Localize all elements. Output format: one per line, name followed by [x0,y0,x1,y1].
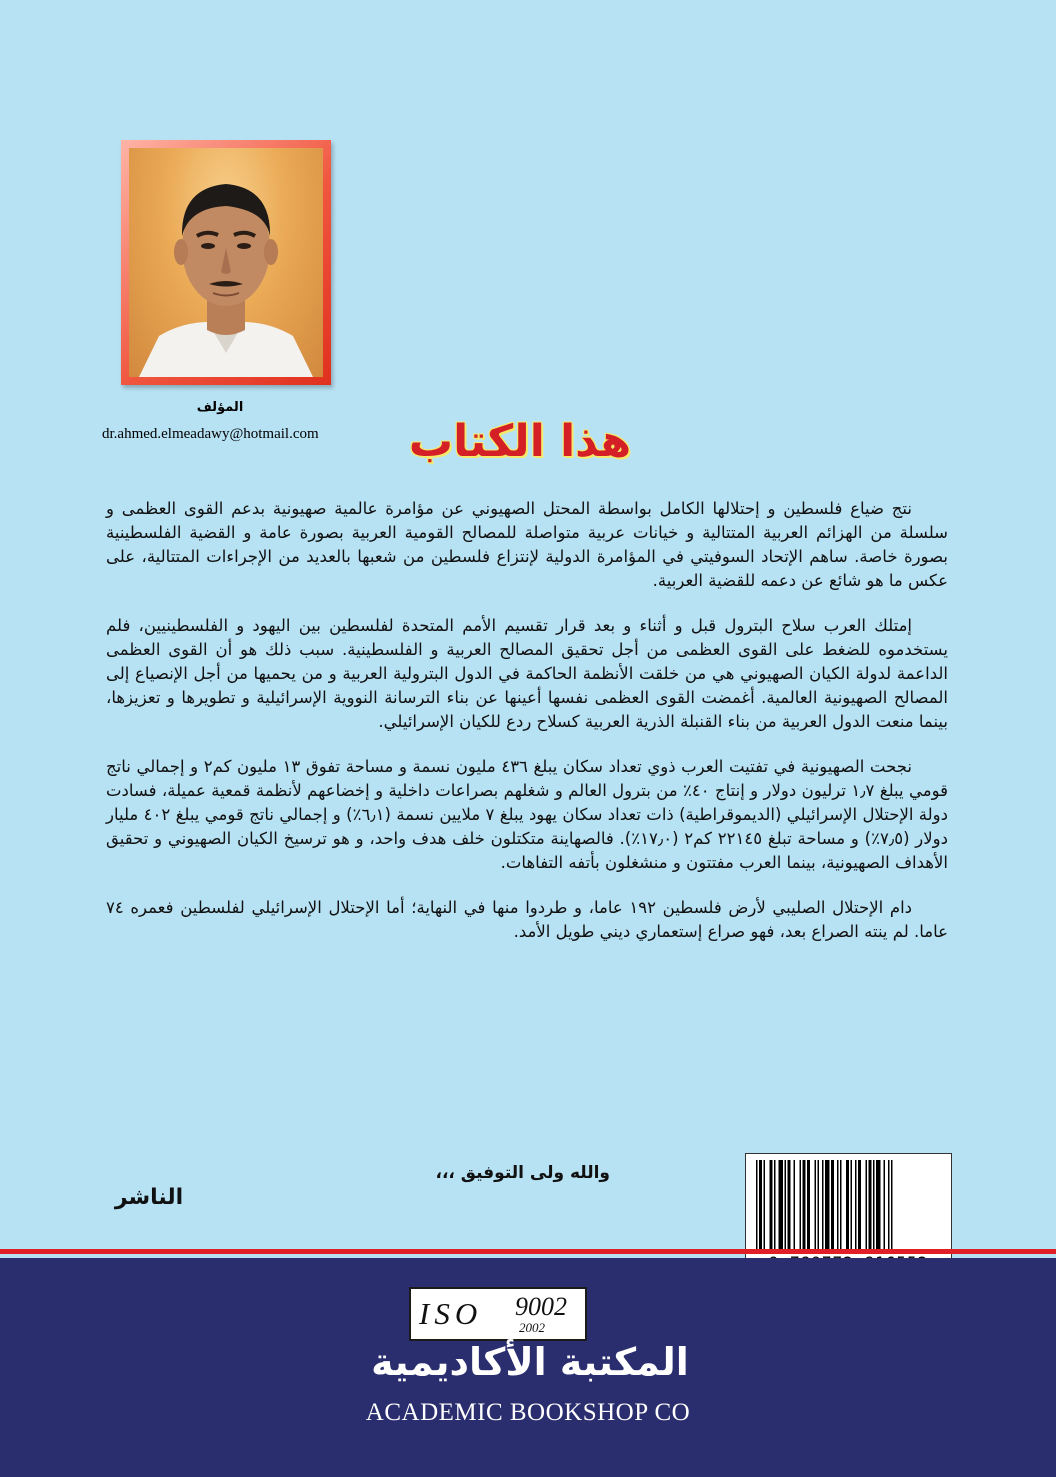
book-description [106,497,948,965]
author-label: المؤلف [196,400,244,415]
publisher-logo-english: ACADEMIC BOOKSHOP CO [365,1399,691,1426]
author-portrait-photo [129,148,323,377]
iso-text: ISO [419,1296,483,1331]
paragraph-3: نجحت الصهيونية في تفتيت العرب ذوي تعداد سكان يبلغ ٤٣٦ مليون نسمة و مساحة تفوق ١٣ مليون كم٢ و إجمالي ناتج قومي يبلغ ١٫٧ ترليون دولار و إنتاج ٤٠٪ من بترول العالم و شغلهم بصراعات داخلية و إخضاعهم لأنظمة قمعية عميلة، فسادت دولة الإحتلال الإسرائيلي (الديموقراطية) ذات تعداد سكان يهود يبلغ ٧ ملايين نسمة (٦٫١٪) و إجمالي ناتج قومي يبلغ ٤٠٢ مليار دولار (٧٫٥٪) و مساحة تبلغ ٢٢١٤٥ كم٢ (١٧٫٠٪). فالصهاينة متكتلون خلف هدف واحد، و هو ترسيخ الكيان الصهيوني و تحقيق الأهداف الصهيونية، بينما العرب مفتتون و منشغلون بأتفه التفاهات. [106,757,948,872]
closing-line: والله ولى التوفيق ،،، [435,1163,610,1183]
red-stripe-divider [0,1249,1056,1254]
publisher-logo-arabic: المكتبة الأكاديمية [371,1340,689,1384]
paragraph-4: دام الإحتلال الصليبي لأرض فلسطين ١٩٢ عاما، و طردوا منها في النهاية؛ أما الإحتلال الإسرائيلي لفلسطين فعمره ٧٤ عاما. لم ينته الصراع بعد، فهو صراع إستعماري ديني طويل الأمد. [106,898,948,941]
publisher-label: الناشر [114,1185,184,1210]
iso-certification-badge [409,1287,587,1341]
page-title: هذا الكتاب [408,416,632,467]
iso-number: 9002 [515,1292,567,1321]
paragraph-2: إمتلك العرب سلاح البترول قبل و أثناء و بعد قرار تقسيم الأمم المتحدة لفلسطين بين اليهود و الفلسطينيين، فلم يستخدموه للضغط على القوى العظمى من أجل تحقيق المصالح العربية و الفلسطينية. سبب ذلك هو أن القوى العظمى الداعمة لدولة الكيان الصهيوني هي من خلقت الأنظمة الحاكمة في الدول البترولية العربية و من يحميها من أجل الإنصياع إلى المصالح الصهيونية العالمية. أغمضت القوى العظمى نفسها أعينها عن بناء الترسانة النووية الإسرائيلية و تطويرها و تعزيزها، بينما منعت الدول العربية من بناء القنبلة الذرية العربية كسلاح ردع للكيان الإسرائيلي. [106,616,948,731]
paragraph-1: نتج ضياع فلسطين و إحتلالها الكامل بواسطة المحتل الصهيوني عن مؤامرة عالمية صهيونية بدعم القوى العظمى و سلسلة من الهزائم العربية المتتالية و خيانات عربية متواصلة للمصالح القومية العربية بصورة عامة و القضية الفلسطينية بصورة خاصة. ساهم الإتحاد السوفيتي في المؤامرة الدولية لإنتزاع فلسطين من شعبها بالعديد من الإجراءات المتتالية، على عكس ما هو شائع عن دعمه للقضية العربية. [106,499,948,590]
barcode-bars [754,1160,943,1254]
iso-year: 2002 [519,1320,545,1335]
author-email: dr.ahmed.elmeadawy@hotmail.com [102,426,319,442]
portrait-icon [129,148,323,377]
author-photo-frame [121,140,331,385]
